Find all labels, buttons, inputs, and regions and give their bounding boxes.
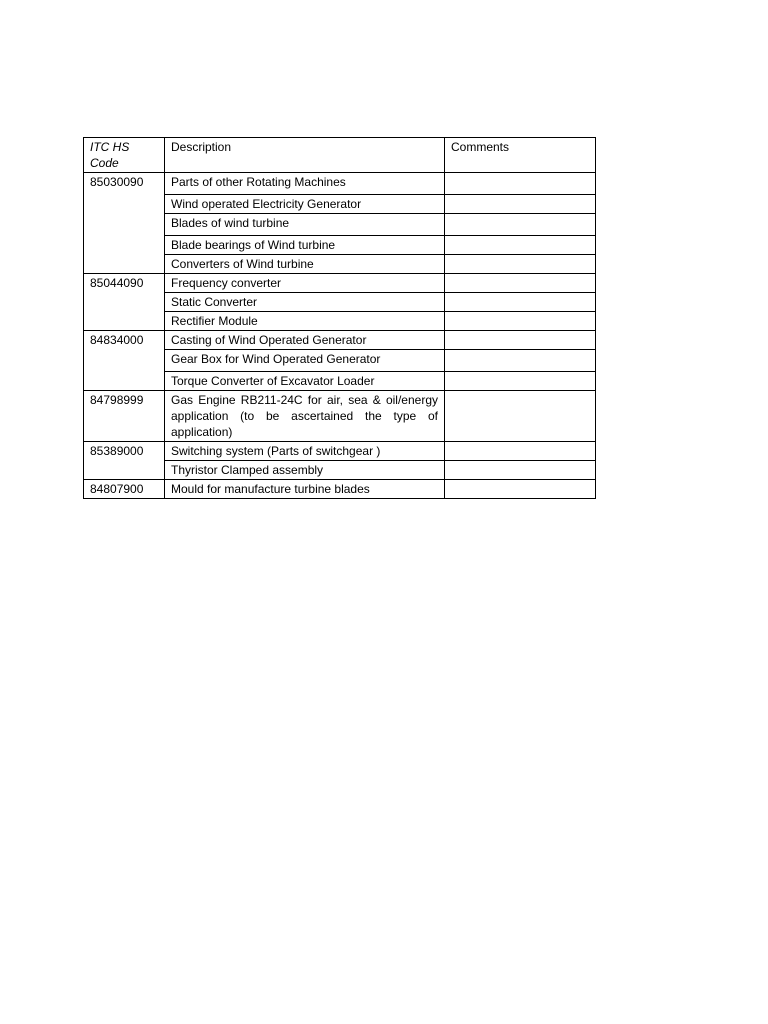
description-cell: Wind operated Electricity Generator — [165, 195, 445, 214]
header-code: ITC HS Code — [84, 138, 165, 173]
table-row — [84, 391, 596, 442]
hs-code-cell: 84807900 — [84, 480, 165, 499]
comments-cell — [445, 372, 596, 391]
comments-cell — [445, 331, 596, 350]
comments-cell — [445, 293, 596, 312]
description-cell: Switching system (Parts of switchgear ) — [165, 442, 445, 461]
description-cell: Static Converter — [165, 293, 445, 312]
description-cell: Rectifier Module — [165, 312, 445, 331]
description-cell: Gas Engine RB211-24C for air, sea & oil/energy application (to be ascertained the type of application) — [165, 391, 445, 442]
description-cell: Mould for manufacture turbine blades — [165, 480, 445, 499]
comments-cell — [445, 461, 596, 480]
comments-cell — [445, 312, 596, 331]
table-row — [84, 274, 596, 293]
table-row — [84, 442, 596, 461]
hs-code-cell: 85044090 — [84, 274, 165, 331]
hs-code-cell: 85030090 — [84, 173, 165, 274]
description-cell: Torque Converter of Excavator Loader — [165, 372, 445, 391]
comments-cell — [445, 350, 596, 372]
table-row — [84, 173, 596, 195]
description-cell: Gear Box for Wind Operated Generator — [165, 350, 445, 372]
comments-cell — [445, 274, 596, 293]
description-cell: Thyristor Clamped assembly — [165, 461, 445, 480]
hs-code-cell: 84834000 — [84, 331, 165, 391]
description-cell: Parts of other Rotating Machines — [165, 173, 445, 195]
table-row — [84, 331, 596, 350]
comments-cell — [445, 173, 596, 195]
comments-cell — [445, 442, 596, 461]
hs-code-cell: 85389000 — [84, 442, 165, 480]
comments-cell — [445, 195, 596, 214]
hs-code-table — [83, 137, 596, 499]
comments-cell — [445, 236, 596, 255]
comments-cell — [445, 255, 596, 274]
description-cell: Converters of Wind turbine — [165, 255, 445, 274]
header-description: Description — [165, 138, 445, 173]
table-row — [84, 480, 596, 499]
comments-cell — [445, 391, 596, 442]
description-cell: Casting of Wind Operated Generator — [165, 331, 445, 350]
header-row — [84, 138, 596, 173]
description-cell: Frequency converter — [165, 274, 445, 293]
description-cell: Blade bearings of Wind turbine — [165, 236, 445, 255]
description-cell: Blades of wind turbine — [165, 214, 445, 236]
header-comments: Comments — [445, 138, 596, 173]
hs-code-cell: 84798999 — [84, 391, 165, 442]
comments-cell — [445, 214, 596, 236]
comments-cell — [445, 480, 596, 499]
